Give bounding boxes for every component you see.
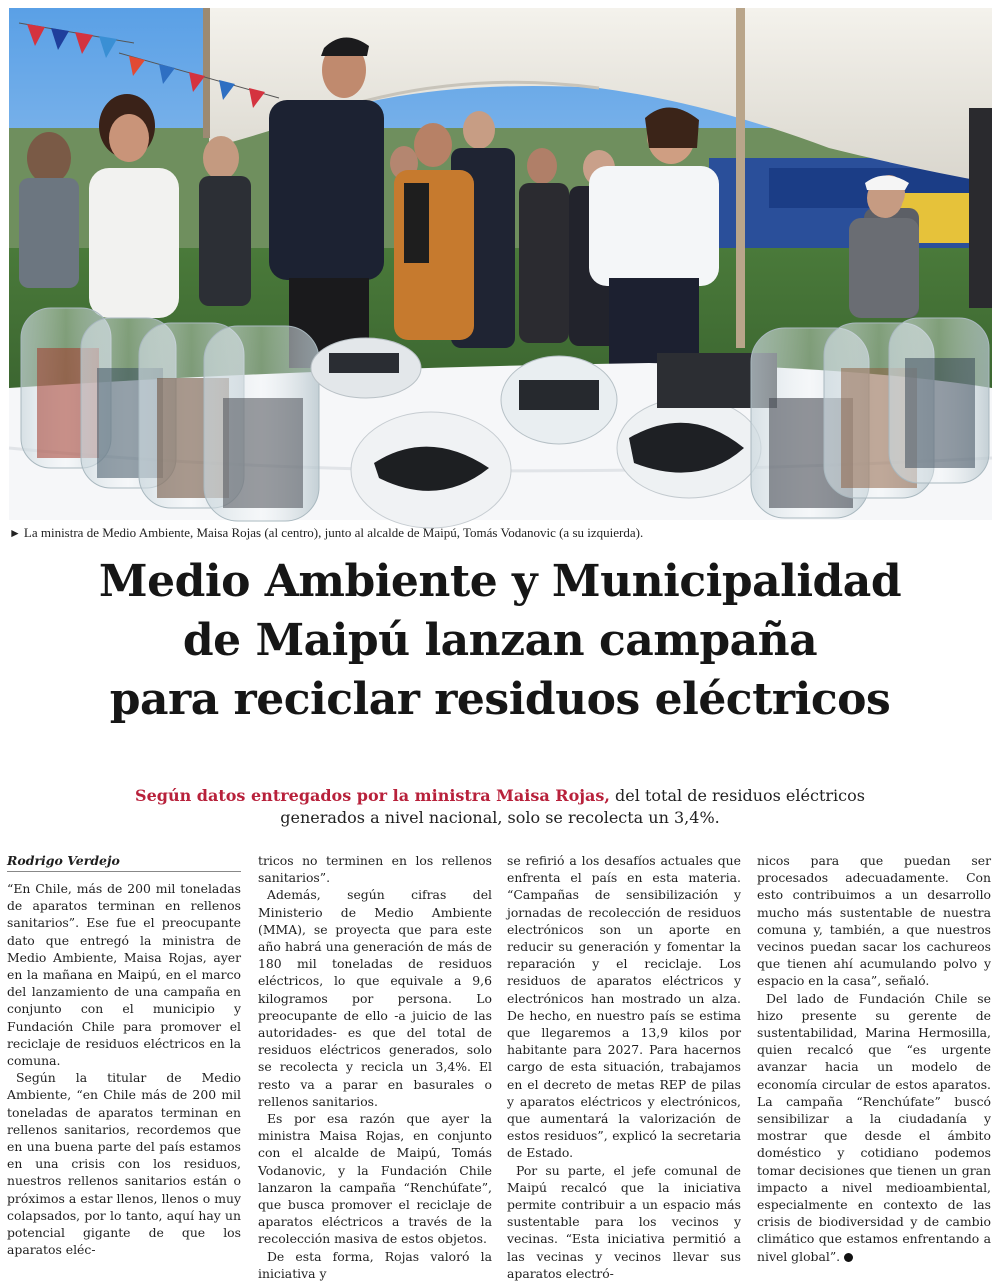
caption-marker-icon: ► [9, 526, 21, 540]
caption-text: La ministra de Medio Ambiente, Maisa Rojas (al centro), junto al alcalde de Maipú, Tomás Vodanovic (a su izquierda). [23, 525, 644, 540]
deck [60, 785, 940, 829]
deck-text-1: del total de residuos eléctricos [609, 786, 865, 805]
final-paragraph-text: Del lado de Fundación Chile se hizo presente su gerente de sustentabilidad, Marina Hermosilla, quien recalcó que “es urgente avanzar hacia un modelo de economía circular de estos aparatos. La campaña “Renchúfate” buscó sensibilizar a la ciudadanía y mostrar que desde el ámbito doméstico y cotidiano podemos tomar decisiones que tienen un gran impacto a nivel medioambiental, especialmente en contexto de las crisis de biodiversidad y de cambio climático que estamos enfrentando a nivel global”. [757, 990, 991, 1264]
paragraph: tricos no terminen en los rellenos sanitarios”. [258, 853, 492, 886]
article-photo [9, 8, 992, 520]
paragraph: Además, según cifras del Ministerio de Medio Ambiente (MMA), se proyecta que para este año habrá una generación de más de 180 mil toneladas de residuos eléctricos, lo que equivale a 9,6 kilogramos por persona. Lo preocupante de ello -a juicio de las autoridades- es que del total de residuos eléctricos generados, solo se recolecta y recicla un 3,4%. El resto va a parar en basurales o rellenos sanitarios. [258, 887, 492, 1109]
paragraph [757, 990, 991, 1265]
byline: Rodrigo Verdejo [7, 852, 241, 872]
end-of-article-icon [844, 1253, 853, 1262]
article-column-1 [7, 852, 241, 1258]
paragraph: nicos para que puedan ser procesados adecuadamente. Con esto contribuimos a un desarrollo mucho más sustentable de nuestra comuna y, también, a que nuestros vecinos puedan sacar los cachureos que tienen ahí acumulando polvo y espacio en la casa”, señaló. [757, 853, 991, 989]
headline-line-2: de Maipú lanzan campaña [182, 615, 818, 666]
paragraph: Según la titular de Medio Ambiente, “en Chile más de 200 mil toneladas de aparatos terminan en rellenos sanitarios, recordemos que en una buena parte del país estamos en una crisis con los residuos, nuestros rellenos sanitarios están o próximos a estar llenos, llenos o muy colapsados, por lo tanto, aquí hay un potencial gigante de que los aparatos eléc- [7, 1070, 241, 1258]
headline-line-1: Medio Ambiente y Municipalidad [98, 556, 902, 607]
photo-caption [9, 524, 992, 542]
deck-highlight: Según datos entregados por la ministra Maisa Rojas, [135, 786, 610, 805]
paragraph: Por su parte, el jefe comunal de Maipú recalcó que la iniciativa permite contribuir a un espacio más sustentable para los vecinos y vecinas. “Esta iniciativa permitió a las vecinas y vecinos llevar sus aparatos electró- [507, 1162, 741, 1281]
headline [40, 552, 960, 729]
article-column-3 [507, 852, 741, 1281]
paragraph: “En Chile, más de 200 mil toneladas de aparatos terminan en rellenos sanitarios”. Ese fue el preocupante dato que entregó la ministra de Medio Ambiente, Maisa Rojas, ayer en la mañana en Maipú, en el marco del lanzamiento de una campaña en conjunto con el municipio y Fundación Chile para promover el reciclaje de residuos eléctricos en la comuna. [7, 881, 241, 1069]
headline-line-3: para reciclar residuos eléctricos [109, 674, 891, 725]
paragraph: De esta forma, Rojas valoró la iniciativa y [258, 1248, 492, 1281]
paragraph: Es por esa razón que ayer la ministra Maisa Rojas, en conjunto con el alcalde de Maipú, Tomás Vodanovic, y la Fundación Chile lanzaron la campaña “Renchúfate”, que busca promover el reciclaje de aparatos eléctricos a través de la recolección masiva de estos objetos. [258, 1111, 492, 1247]
article-column-4 [757, 852, 991, 1264]
article-column-2 [258, 852, 492, 1281]
paragraph: se refirió a los desafíos actuales que enfrenta el país en esta materia. “Campañas de sensibilización y jornadas de recolección de residuos electrónicos son un aporte en reducir su generación y fomentar la reparación y el reciclaje. Los residuos de aparatos eléctricos y electrónicos han mostrado un alza. De hecho, en nuestro país se estima que llegaremos a 13,9 kilos por habitante para 2027. Para hacernos cargo de esta situación, trabajamos en el decreto de metas REP de pilas y aparatos eléctricos y electrónicos, que aumentará la valorización de estos residuos”, explicó la secretaria de Estado. [507, 853, 741, 1161]
deck-text-2: generados a nivel nacional, solo se recolecta un 3,4%. [280, 808, 720, 827]
